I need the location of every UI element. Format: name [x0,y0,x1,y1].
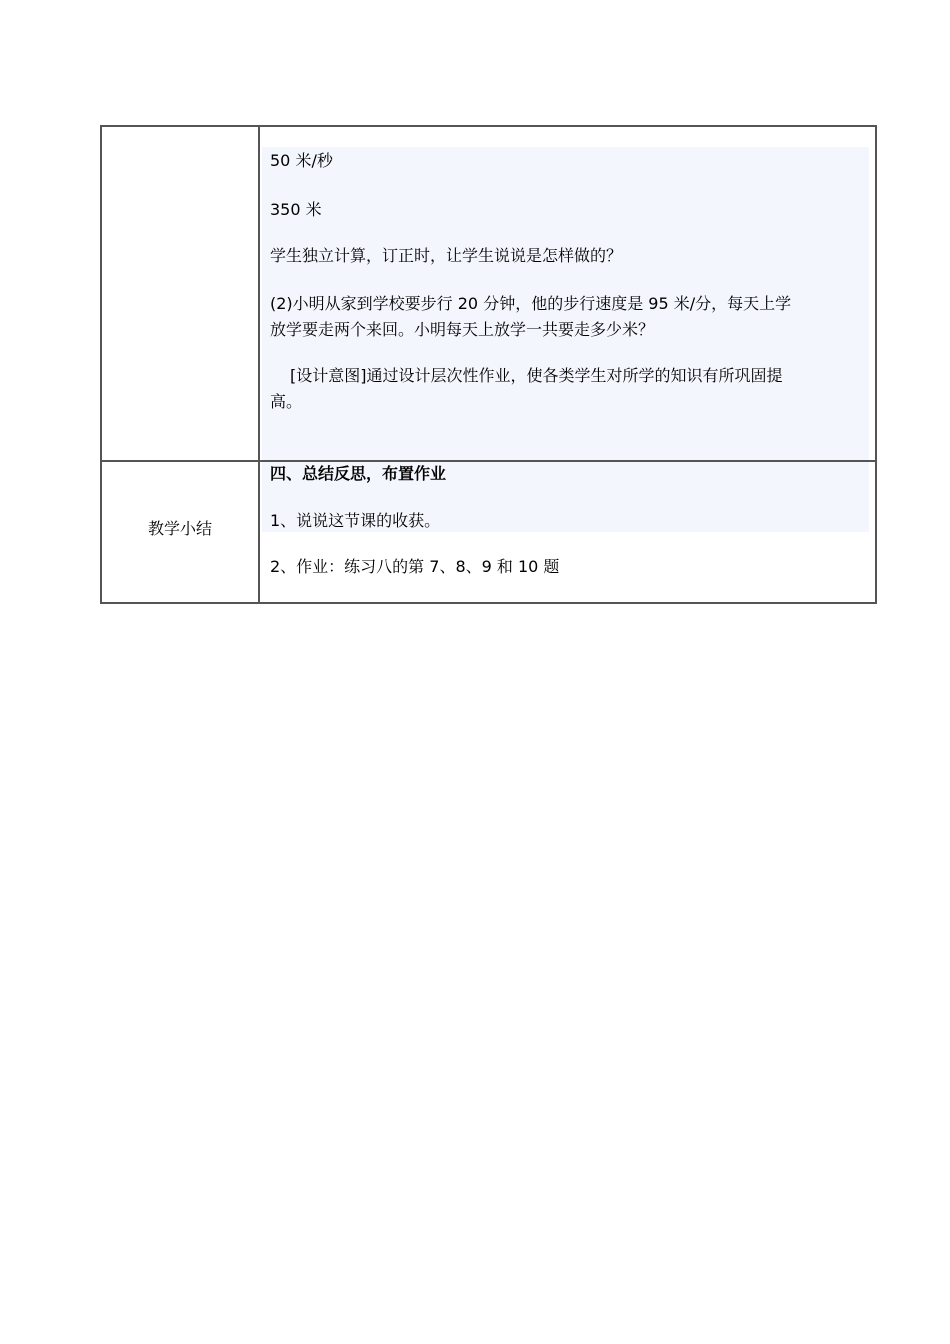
lesson-plan-table [100,125,877,604]
answer-speed: 50 米/秒 [270,151,333,170]
problem-2-line-1: (2)小明从家到学校要步行 20 分钟，他的步行速度是 95 米/分，每天上学 [270,294,792,313]
design-intent-line-1: [设计意图]通过设计层次性作业，使各类学生对所学的知识有所巩固提 [290,366,783,385]
problem-2-line-2: 放学要走两个来回。小明每天上放学一共要走多少米？ [270,320,655,339]
summary-item-1: 1、说说这节课的收获。 [270,511,441,530]
summary-item-2: 2、作业：练习八的第 7、8、9 和 10 题 [270,557,560,576]
answer-distance: 350 米 [270,200,322,219]
section-heading: 四、总结反思，布置作业 [270,464,447,483]
column-divider [258,127,260,602]
instruction-text: 学生独立计算，订正时，让学生说说是怎样做的？ [270,246,623,265]
row-divider [102,460,875,462]
row-label-summary: 教学小结 [147,519,212,538]
design-intent-line-2: 高。 [270,392,303,411]
